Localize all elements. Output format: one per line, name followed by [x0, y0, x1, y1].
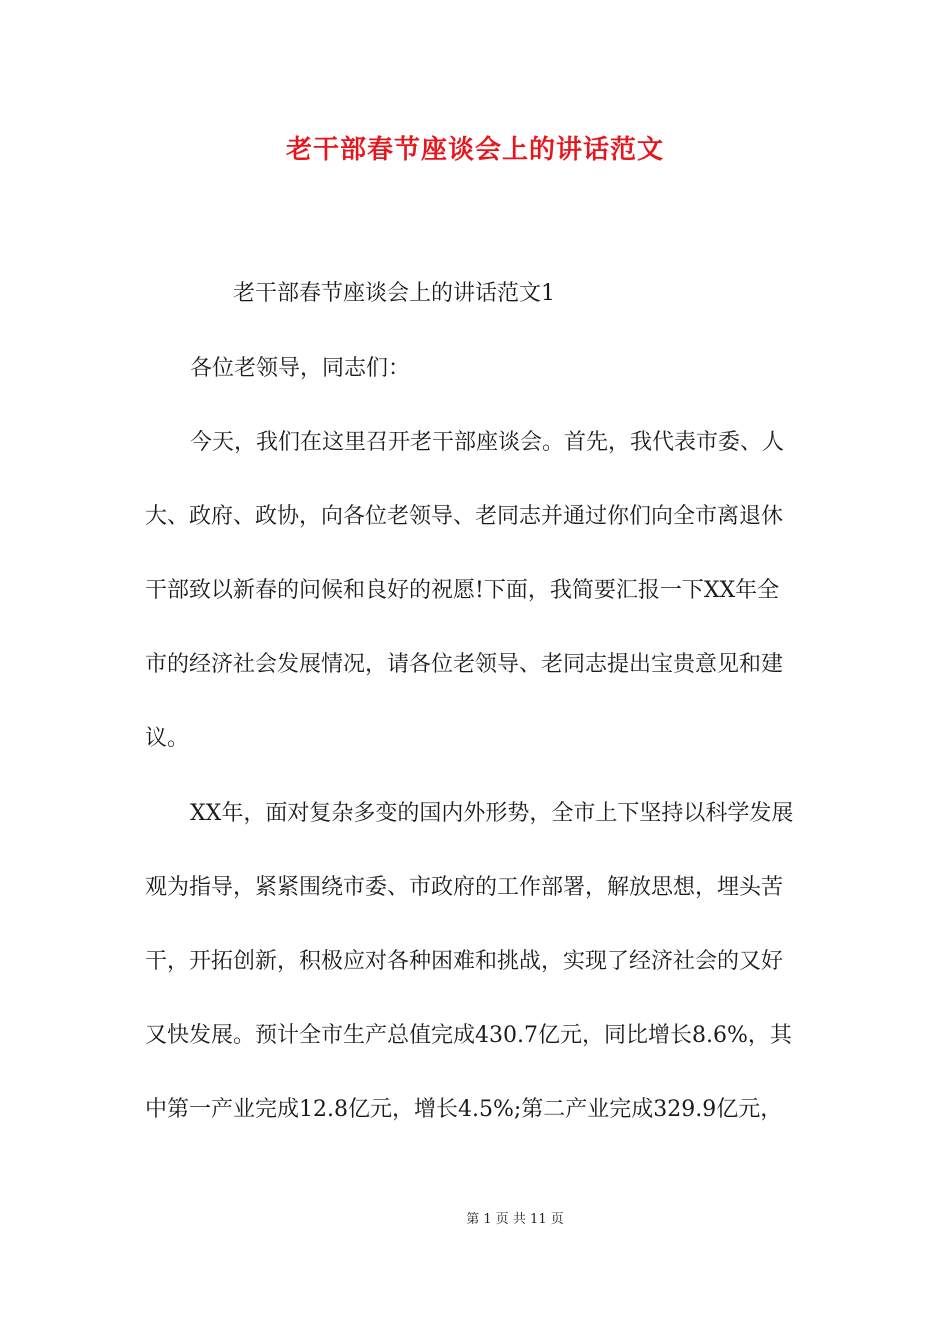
document-subtitle: 老干部春节座谈会上的讲话范文1 [233, 281, 555, 306]
document-title: 老干部春节座谈会上的讲话范文 [285, 135, 664, 165]
paragraph-line: 观为指导，紧紧围绕市委、市政府的工作部署，解放思想，埋头苦 [145, 875, 784, 900]
paragraph-line: 又快发展。预计全市生产总值完成430.7亿元，同比增长8.6%，其 [145, 1023, 792, 1048]
paragraph-line: XX年，面对复杂多变的国内外形势，全市上下坚持以科学发展 [190, 801, 794, 826]
paragraph-line: 大、政府、政协，向各位老领导、老同志并通过你们向全市离退休 [145, 504, 784, 529]
paragraph-line: 今天，我们在这里召开老干部座谈会。首先，我代表市委、人 [190, 430, 785, 455]
paragraph-line: 干，开拓创新，积极应对各种困难和挑战，实现了经济社会的又好 [145, 949, 784, 974]
salutation: 各位老领导，同志们： [190, 356, 411, 381]
paragraph-line: 议。 [145, 726, 190, 751]
paragraph-line: 干部致以新春的问候和良好的祝愿!下面，我简要汇报一下XX年全 [145, 578, 780, 603]
paragraph-line: 中第一产业完成12.8亿元，增长4.5%;第二产业完成329.9亿元， [145, 1097, 783, 1122]
page-number-footer: 第 1 页 共 11 页 [466, 1212, 564, 1227]
paragraph-line: 市的经济社会发展情况，请各位老领导、老同志提出宝贵意见和建 [145, 652, 784, 677]
